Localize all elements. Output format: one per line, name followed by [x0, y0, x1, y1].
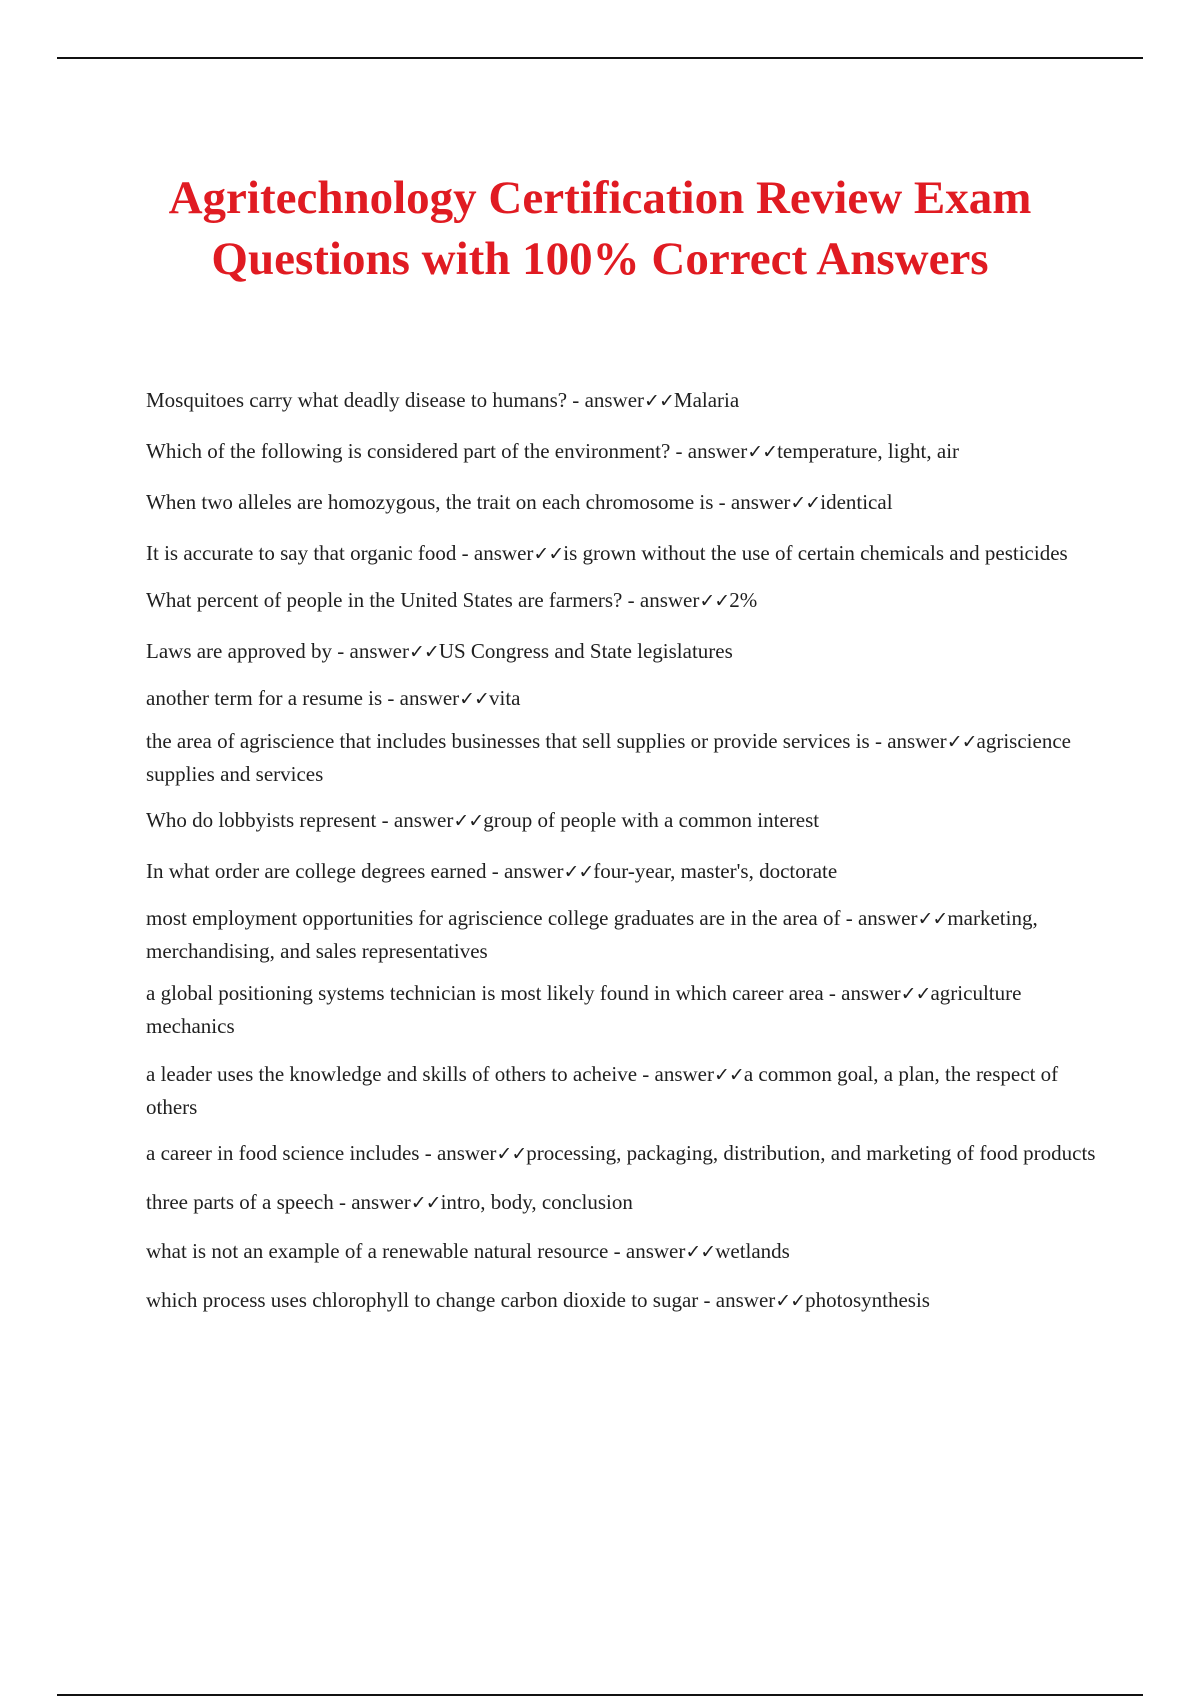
double-check-icon: ✓✓	[496, 1143, 527, 1165]
qa-item	[146, 486, 1096, 519]
top-rule	[57, 57, 1143, 59]
qa-item	[146, 977, 1096, 1042]
title-line-1: Agritechnology Certification Review Exam	[168, 172, 1032, 224]
double-check-icon: ✓✓	[563, 861, 594, 883]
double-check-icon: ✓✓	[644, 390, 674, 412]
answer-text: agriscience supplies and services	[146, 729, 1071, 786]
answer-marker: answer	[730, 490, 791, 514]
title-line-2: Questions with 100% Correct Answers	[211, 233, 989, 285]
answer-text: group of people with a common interest	[483, 808, 820, 832]
double-check-icon: ✓✓	[685, 1241, 716, 1263]
answer-text: four-year, master's, doctorate	[593, 859, 838, 883]
answer-marker: answer	[473, 541, 534, 565]
double-check-icon: ✓✓	[747, 441, 778, 463]
qa-item	[146, 1235, 1096, 1268]
qa-item	[146, 635, 1096, 668]
double-check-icon: ✓✓	[790, 492, 821, 514]
question-text: the area of agriscience that includes businesses that sell supplies or provide services is -	[146, 729, 888, 753]
answer-text: temperature, light, air	[777, 439, 960, 463]
answer-text: processing, packaging, distribution, and marketing of food products	[526, 1141, 1096, 1165]
question-text: another term for a resume is -	[146, 686, 400, 710]
double-check-icon: ✓✓	[900, 983, 931, 1005]
qa-item	[146, 1137, 1096, 1170]
answer-marker: answer	[393, 808, 454, 832]
qa-item	[146, 902, 1096, 967]
double-check-icon: ✓✓	[699, 590, 730, 612]
answer-marker: answer	[503, 859, 564, 883]
double-check-icon: ✓✓	[408, 641, 439, 663]
question-text: most employment opportunities for agriscience college graduates are in the area of -	[146, 906, 858, 930]
qa-list	[146, 384, 1096, 1331]
question-text: what is not an example of a renewable natural resource -	[146, 1239, 626, 1263]
qa-item	[146, 537, 1096, 570]
answer-marker: answer	[687, 439, 748, 463]
double-check-icon: ✓✓	[917, 908, 948, 930]
answer-text: agriculture mechanics	[146, 981, 1022, 1038]
qa-item	[146, 725, 1096, 790]
qa-item	[146, 804, 1096, 837]
double-check-icon: ✓✓	[410, 1192, 441, 1214]
document-title	[100, 168, 1100, 290]
answer-marker: answer	[625, 1239, 686, 1263]
answer-marker: answer	[349, 639, 409, 663]
answer-text: marketing, merchandising, and sales representatives	[146, 906, 1038, 963]
question-text: a global positioning systems technician is most likely found in which career area -	[146, 981, 842, 1005]
question-text: Who do lobbyists represent -	[146, 808, 394, 832]
question-text: three parts of a speech -	[146, 1190, 352, 1214]
answer-marker: answer	[436, 1141, 497, 1165]
question-text: What percent of people in the United States are farmers? -	[146, 588, 640, 612]
qa-item	[146, 1186, 1096, 1219]
qa-item	[146, 584, 1096, 617]
question-text: In what order are college degrees earned -	[146, 859, 504, 883]
answer-marker: answer	[399, 686, 460, 710]
qa-item	[146, 1284, 1096, 1317]
double-check-icon: ✓✓	[459, 688, 489, 710]
double-check-icon: ✓✓	[533, 543, 564, 565]
question-text: which process uses chlorophyll to change carbon dioxide to sugar -	[146, 1288, 716, 1312]
answer-text: wetlands	[715, 1239, 790, 1263]
question-text: When two alleles are homozygous, the trait on each chromosome is -	[146, 490, 731, 514]
question-text: a career in food science includes -	[146, 1141, 437, 1165]
answer-text: is grown without the use of certain chemicals and pesticides	[563, 541, 1068, 565]
answer-text: intro, body, conclusion	[440, 1190, 633, 1214]
double-check-icon: ✓✓	[775, 1290, 806, 1312]
double-check-icon: ✓✓	[453, 810, 484, 832]
bottom-rule	[57, 1694, 1143, 1696]
answer-marker: answer	[715, 1288, 776, 1312]
question-text: Laws are approved by -	[146, 639, 350, 663]
question-text: a leader uses the knowledge and skills of others to acheive -	[146, 1062, 655, 1086]
qa-item	[146, 1058, 1096, 1123]
answer-text: a common goal, a plan, the respect of others	[146, 1062, 1059, 1119]
answer-marker: answer	[639, 588, 700, 612]
qa-item	[146, 384, 1096, 417]
qa-item	[146, 855, 1096, 888]
answer-text: photosynthesis	[805, 1288, 930, 1312]
qa-item	[146, 435, 1096, 468]
answer-marker: answer	[857, 906, 918, 930]
answer-marker: answer	[887, 729, 947, 753]
answer-text: Malaria	[673, 388, 740, 412]
question-text: Which of the following is considered part of the environment? -	[146, 439, 688, 463]
qa-item	[146, 682, 1096, 715]
answer-marker: answer	[841, 981, 901, 1005]
answer-text: 2%	[729, 588, 758, 612]
answer-text: US Congress and State legislatures	[438, 639, 733, 663]
answer-text: identical	[820, 490, 893, 514]
double-check-icon: ✓✓	[946, 731, 977, 753]
answer-text: vita	[488, 686, 521, 710]
double-check-icon: ✓✓	[714, 1064, 744, 1086]
question-text: It is accurate to say that organic food -	[146, 541, 474, 565]
answer-marker: answer	[351, 1190, 411, 1214]
question-text: Mosquitoes carry what deadly disease to humans? -	[146, 388, 585, 412]
answer-marker: answer	[584, 388, 645, 412]
answer-marker: answer	[654, 1062, 714, 1086]
